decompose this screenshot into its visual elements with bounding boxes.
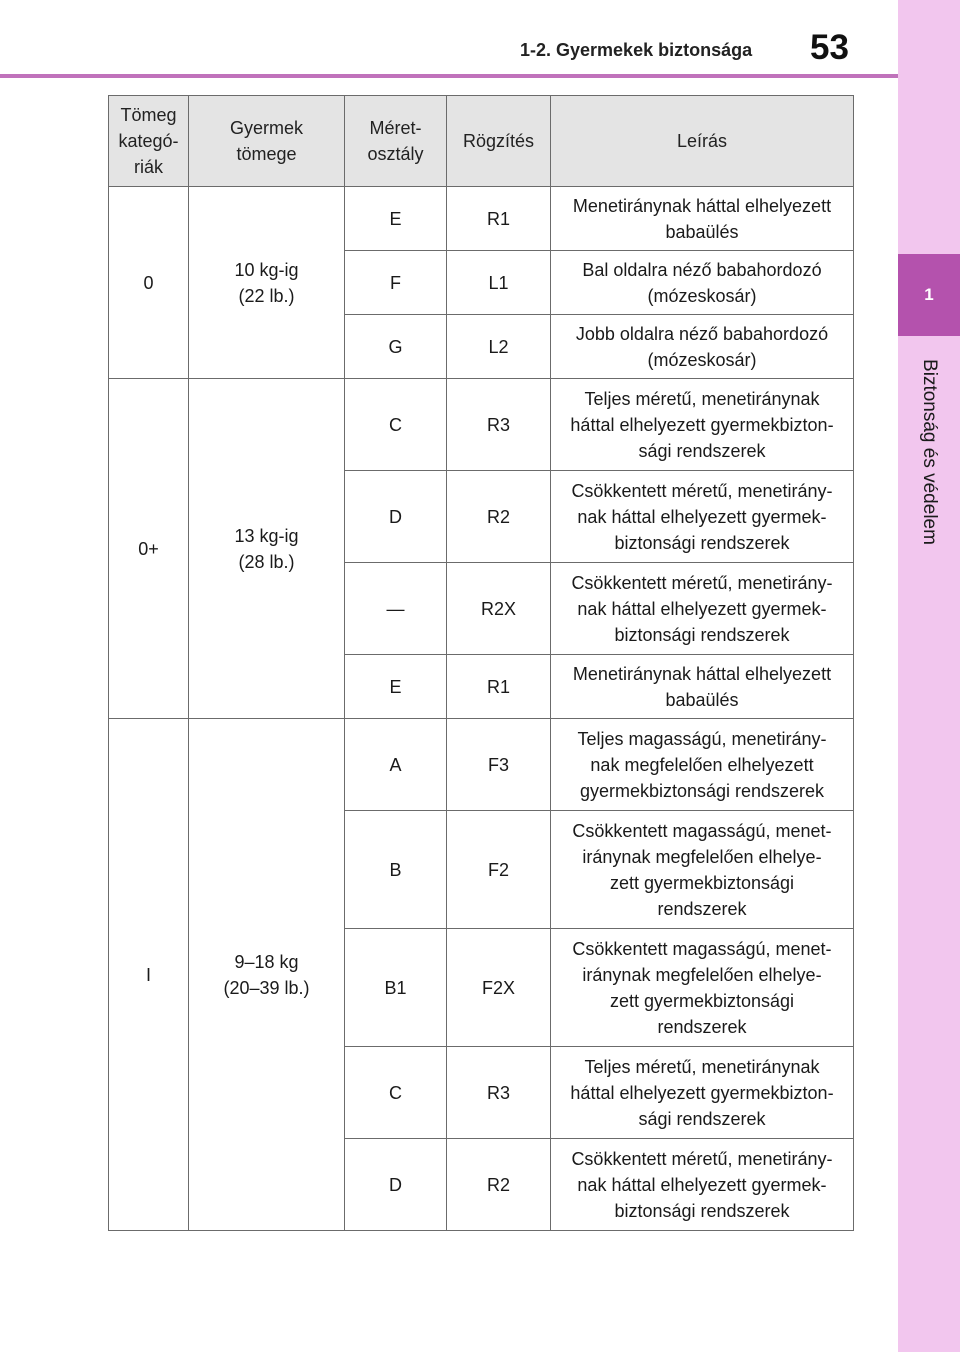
description-cell: [551, 379, 854, 471]
cell-line: tömege: [236, 144, 297, 164]
size-class-header: [345, 96, 447, 187]
fixture-cell: R2X: [447, 563, 551, 655]
cell-line: 13 kg-ig: [234, 525, 299, 546]
cell-line: zett gyermekbiztonsági: [609, 990, 795, 1011]
size-class-cell: E: [345, 187, 447, 251]
size-class-cell: E: [345, 655, 447, 719]
cell-line: babaülés: [665, 689, 739, 710]
table-row: [109, 379, 854, 471]
cell-line: rendszerek: [657, 1016, 747, 1037]
fixture-header: [447, 96, 551, 187]
cell-line: Méret-: [369, 118, 422, 138]
description-cell: [551, 563, 854, 655]
cell-line: Teljes magasságú, menetirány-: [577, 728, 827, 749]
size-class-cell: B: [345, 811, 447, 929]
description-cell: [551, 471, 854, 563]
description-cell: [551, 1047, 854, 1139]
cell-line: nak háttal elhelyezett gyermek-: [577, 1174, 827, 1195]
description-header: [551, 96, 854, 187]
cell-line: iránynak megfelelően elhelye-: [582, 964, 822, 985]
fixture-cell: R1: [447, 655, 551, 719]
chapter-side-tab: [898, 0, 960, 1352]
cell-line: sági rendszerek: [638, 440, 766, 461]
size-class-cell: F: [345, 251, 447, 315]
cell-line: Teljes méretű, menetiránynak: [584, 1056, 820, 1077]
cell-line: Leírás: [676, 131, 728, 151]
cell-line: Menetiránynak háttal elhelyezett: [572, 663, 832, 684]
cell-line: biztonsági rendszerek: [614, 1200, 790, 1221]
category-header: [109, 96, 189, 187]
fixture-cell: R3: [447, 379, 551, 471]
cell-line: (22 lb.): [238, 285, 295, 306]
size-class-cell: G: [345, 315, 447, 379]
description-cell: [551, 811, 854, 929]
fixture-cell: R3: [447, 1047, 551, 1139]
cell-line: nak háttal elhelyezett gyermek-: [577, 598, 827, 619]
table-header-row: [109, 96, 854, 187]
description-cell: [551, 929, 854, 1047]
weight-category-cell: 0: [109, 187, 189, 379]
description-cell: [551, 251, 854, 315]
cell-line: zett gyermekbiztonsági: [609, 872, 795, 893]
fixture-cell: R2: [447, 1139, 551, 1231]
table-body: [109, 187, 854, 1231]
chapter-number-badge: 1: [898, 254, 960, 336]
fixture-cell: F2: [447, 811, 551, 929]
description-cell: [551, 187, 854, 251]
weight-category-cell: I: [109, 719, 189, 1231]
cell-line: (20–39 lb.): [223, 977, 310, 998]
cell-line: háttal elhelyezett gyermekbizton-: [570, 1082, 834, 1103]
cell-line: háttal elhelyezett gyermekbizton-: [570, 414, 834, 435]
cell-line: nak háttal elhelyezett gyermek-: [577, 506, 827, 527]
chapter-label: Biztonság és védelem: [919, 359, 940, 545]
header-divider: [0, 74, 898, 78]
cell-line: (mózeskosár): [647, 349, 757, 370]
cell-line: Rögzítés: [462, 131, 535, 151]
cell-line: sági rendszerek: [638, 1108, 766, 1129]
cell-line: biztonsági rendszerek: [614, 624, 790, 645]
fixture-cell: F2X: [447, 929, 551, 1047]
weight-category-cell: 0+: [109, 379, 189, 719]
fixture-cell: R1: [447, 187, 551, 251]
cell-line: Csökkentett magasságú, menet-: [572, 938, 832, 959]
cell-line: Teljes méretű, menetiránynak: [584, 388, 820, 409]
cell-line: Tömeg: [120, 105, 177, 125]
table-row: [109, 719, 854, 811]
cell-line: babaülés: [665, 221, 739, 242]
cell-line: Bal oldalra néző babahordozó: [582, 259, 822, 280]
description-cell: [551, 1139, 854, 1231]
cell-line: Csökkentett méretű, menetirány-: [571, 572, 833, 593]
description-cell: [551, 655, 854, 719]
size-class-cell: C: [345, 1047, 447, 1139]
size-class-cell: A: [345, 719, 447, 811]
cell-line: 9–18 kg: [234, 951, 299, 972]
cell-line: kategó-: [118, 131, 179, 151]
fixture-cell: L2: [447, 315, 551, 379]
cell-line: biztonsági rendszerek: [614, 532, 790, 553]
size-class-cell: C: [345, 379, 447, 471]
cell-line: Csökkentett méretű, menetirány-: [571, 1148, 833, 1169]
fixture-cell: F3: [447, 719, 551, 811]
size-class-cell: D: [345, 1139, 447, 1231]
cell-line: (mózeskosár): [647, 285, 757, 306]
cell-line: iránynak megfelelően elhelye-: [582, 846, 822, 867]
cell-line: Gyermek: [229, 118, 303, 138]
cell-line: rendszerek: [657, 898, 747, 919]
cell-line: (28 lb.): [238, 551, 295, 572]
weight-header: [189, 96, 345, 187]
cell-line: gyermekbiztonsági rendszerek: [579, 780, 825, 801]
section-title: 1-2. Gyermekek biztonsága: [520, 40, 753, 60]
cell-line: Jobb oldalra néző babahordozó: [575, 323, 829, 344]
cell-line: Csökkentett méretű, menetirány-: [571, 480, 833, 501]
size-class-cell: B1: [345, 929, 447, 1047]
child-weight-cell: [189, 379, 345, 719]
cell-line: 10 kg-ig: [234, 259, 299, 280]
description-cell: [551, 719, 854, 811]
size-class-cell: D: [345, 471, 447, 563]
fixture-cell: L1: [447, 251, 551, 315]
size-class-cell: —: [345, 563, 447, 655]
cell-line: Menetiránynak háttal elhelyezett: [572, 195, 832, 216]
child-seat-size-table: [108, 95, 854, 1231]
cell-line: nak megfelelően elhelyezett: [590, 754, 814, 775]
page-number: 53: [810, 28, 849, 67]
child-weight-cell: [189, 719, 345, 1231]
cell-line: riák: [133, 157, 163, 177]
description-cell: [551, 315, 854, 379]
cell-line: Csökkentett magasságú, menet-: [572, 820, 832, 841]
table-row: [109, 187, 854, 251]
child-weight-cell: [189, 187, 345, 379]
cell-line: osztály: [367, 144, 424, 164]
fixture-cell: R2: [447, 471, 551, 563]
